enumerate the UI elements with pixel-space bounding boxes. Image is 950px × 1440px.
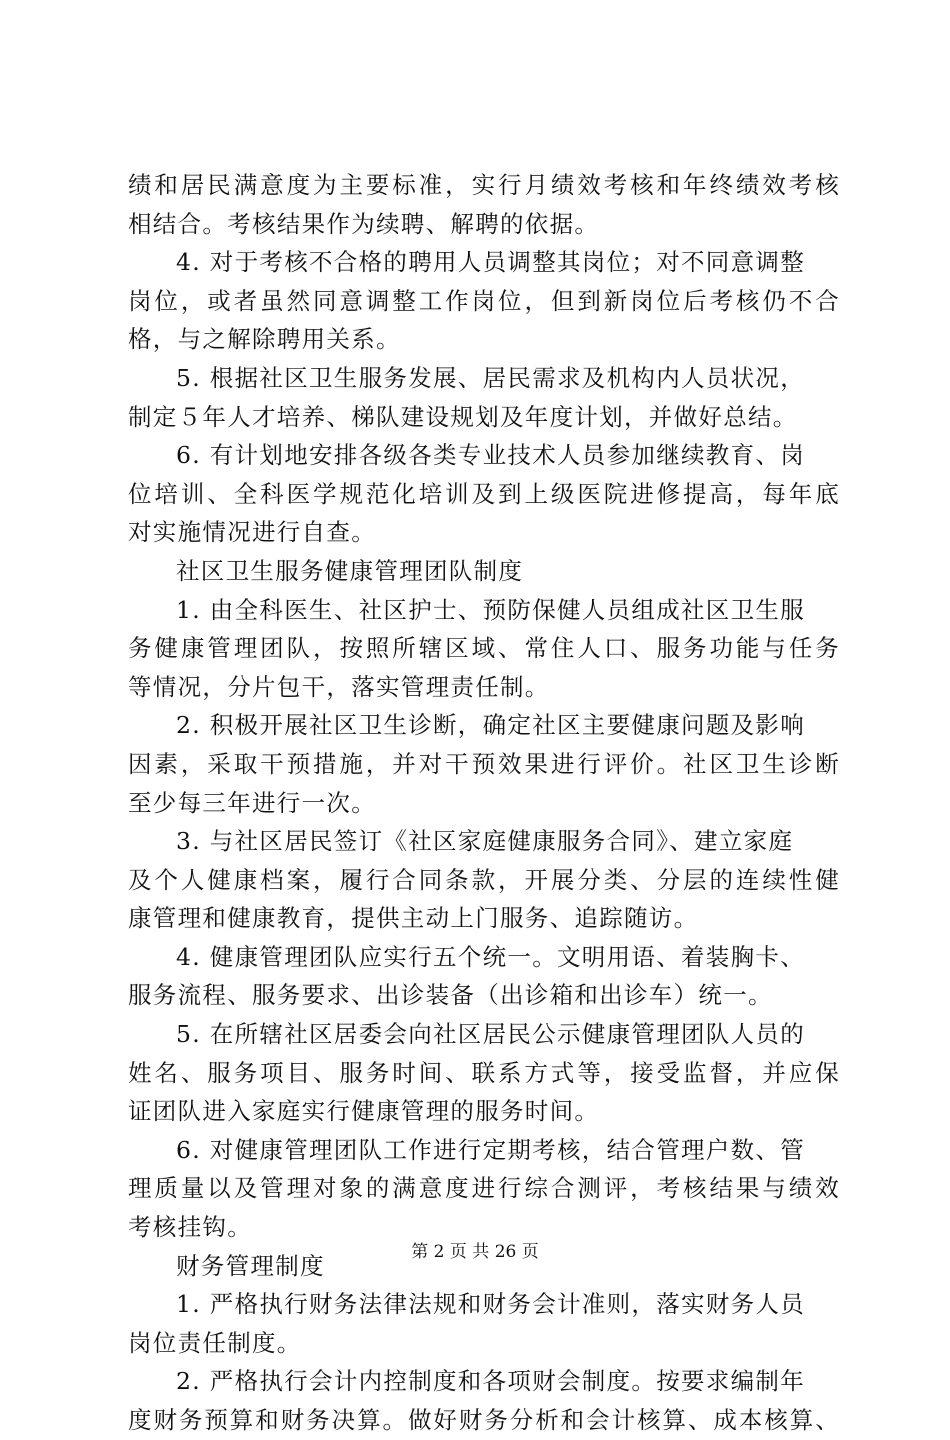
text-line: 2. 积极开展社区卫生诊断，确定社区主要健康问题及影响 [176, 711, 805, 740]
text-line: 5. 在所辖社区居委会向社区居民公示健康管理团队人员的 [176, 1020, 805, 1049]
text-line: 4. 健康管理团队应实行五个统一。文明用语、着装胸卡、 [176, 942, 805, 971]
text-line: 理质量以及管理对象的满意度进行综合测评，考核结果与绩效 [128, 1174, 840, 1203]
text-line: 5. 根据社区卫生服务发展、居民需求及机构内人员状况， [176, 363, 805, 392]
text-line: 岗位，或者虽然同意调整工作岗位，但到新岗位后考核仍不合 [128, 286, 840, 315]
text-line: 康管理和健康教育，提供主动上门服务、追踪随访。 [128, 904, 699, 933]
text-line: 6. 有计划地安排各级各类专业技术人员参加继续教育、岗 [176, 441, 805, 470]
section-heading: 财务管理制度 [176, 1251, 325, 1280]
text-line: 姓名、服务项目、服务时间、联系方式等，接受监督，并应保 [128, 1058, 840, 1087]
text-line: 岗位责任制度。 [128, 1328, 302, 1357]
text-line: 及个人健康档案，履行合同条款，开展分类、分层的连续性健 [128, 865, 840, 894]
text-line: 位培训、全科医学规范化培训及到上级医院进修提高，每年底 [128, 479, 840, 508]
text-line: 至少每三年进行一次。 [128, 788, 376, 817]
text-line: 服务流程、服务要求、出诊装备（出诊箱和出诊车）统一。 [128, 981, 773, 1010]
text-line: 1. 由全科医生、社区护士、预防保健人员组成社区卫生服 [176, 595, 805, 624]
text-line: 6. 对健康管理团队工作进行定期考核，结合管理户数、管 [176, 1135, 805, 1164]
text-line: 格，与之解除聘用关系。 [128, 325, 401, 354]
text-line: 1. 严格执行财务法律法规和财务会计准则，落实财务人员 [176, 1290, 805, 1319]
text-line: 4. 对于考核不合格的聘用人员调整其岗位；对不同意调整 [176, 248, 805, 277]
text-line: 绩和居民满意度为主要标准，实行月绩效考核和年终绩效考核 [128, 171, 840, 199]
text-line: 3. 与社区居民签订《社区家庭健康服务合同》、建立家庭 [176, 827, 794, 856]
text-line: 制定５年人才培养、梯队建设规划及年度计划，并做好总结。 [128, 402, 798, 431]
text-line: 2. 严格执行会计内控制度和各项财会制度。按要求编制年 [176, 1367, 805, 1396]
text-line: 相结合。考核结果作为续聘、解聘的依据。 [128, 209, 600, 238]
page-number: 第 2 页 共 26 页 [411, 1242, 539, 1262]
text-line: 证团队进入家庭实行健康管理的服务时间。 [128, 1097, 600, 1126]
text-line: 度财务预算和财务决算。做好财务分析和会计核算、成本核算、 [128, 1406, 840, 1434]
text-line: 考核挂钩。 [128, 1213, 252, 1242]
text-line: 务健康管理团队，按照所辖区域、常住人口、服务功能与任务 [128, 634, 840, 663]
text-line: 对实施情况进行自查。 [128, 518, 376, 547]
text-line: 因素，采取干预措施，并对干预效果进行评价。社区卫生诊断 [128, 749, 840, 778]
section-heading: 社区卫生服务健康管理团队制度 [176, 556, 524, 585]
text-line: 等情况，分片包干，落实管理责任制。 [128, 672, 550, 701]
